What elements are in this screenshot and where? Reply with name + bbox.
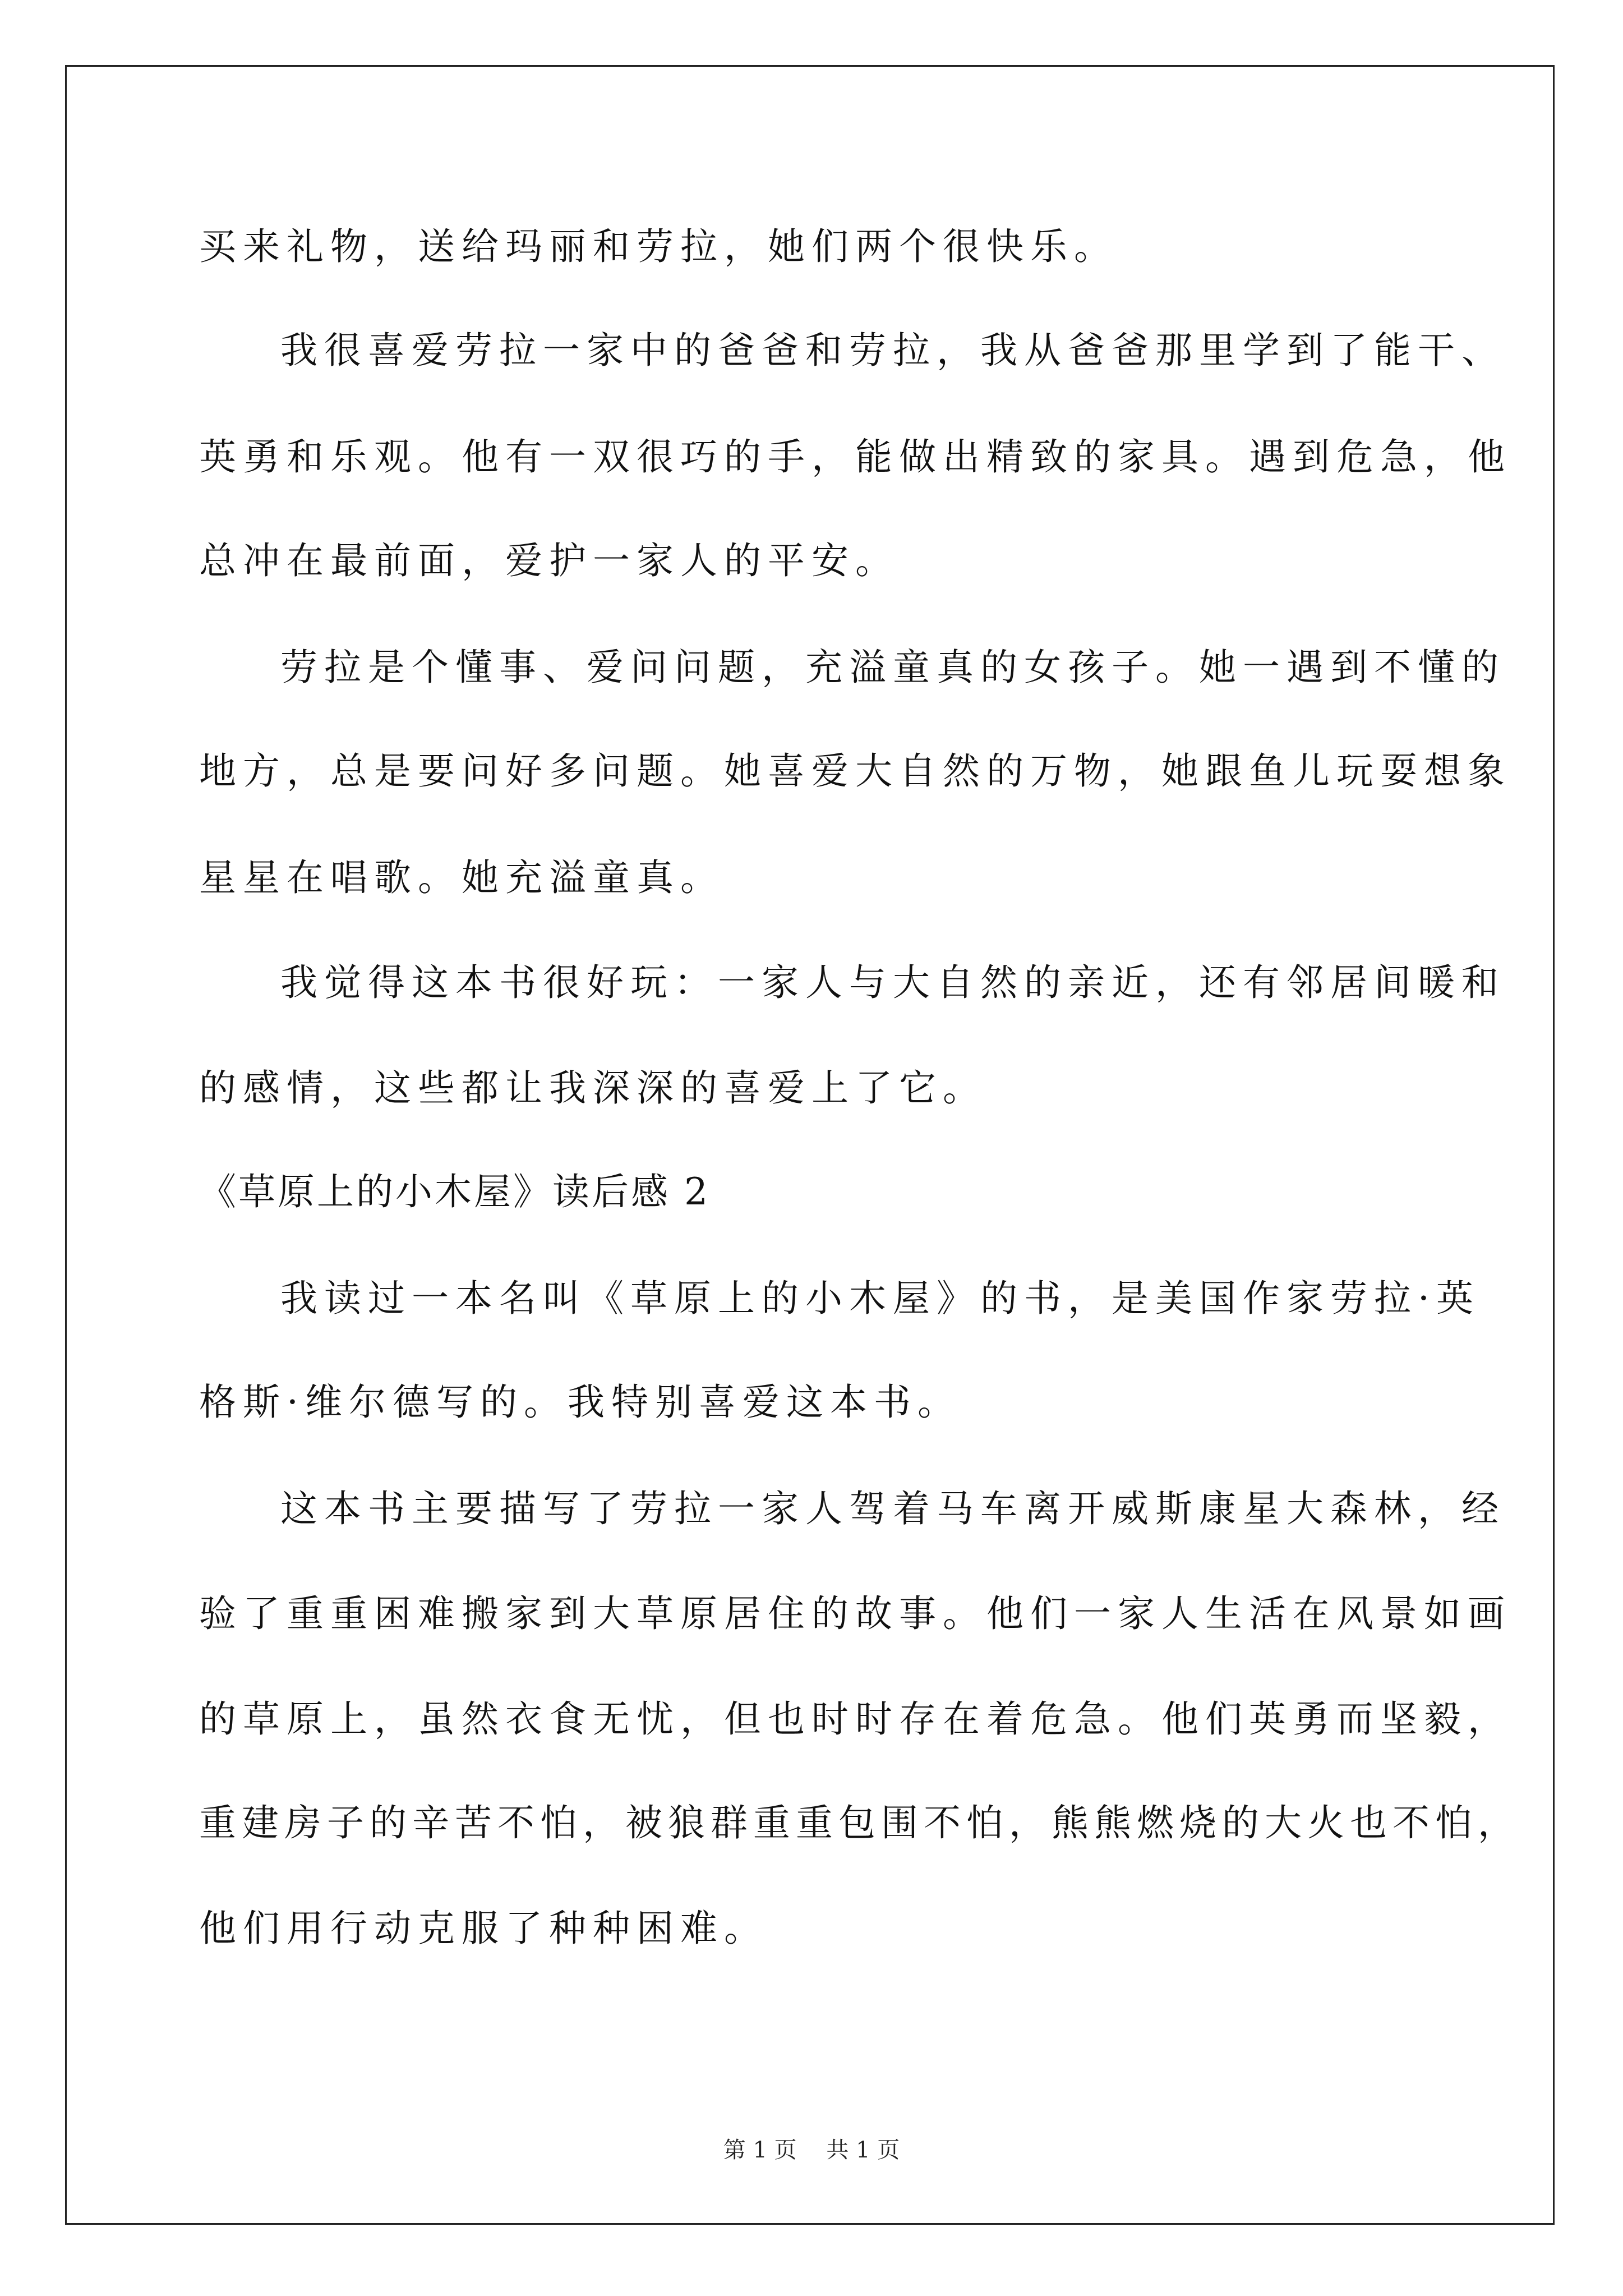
- page-footer: [0, 2136, 1623, 2164]
- body-line: 我读过一本名叫《草原上的小木屋》的书，是美国作家劳拉·英: [280, 1277, 1480, 1320]
- body-line: 星星在唱歌。她充溢童真。: [199, 856, 724, 899]
- body-line: 这本书主要描写了劳拉一家人驾着马车离开威斯康星大森林，经: [280, 1487, 1505, 1530]
- body-line: 英勇和乐观。他有一双很巧的手，能做出精致的家具。遇到危急，他: [199, 435, 1511, 478]
- body-line: 验了重重困难搬家到大草原居住的故事。他们一家人生活在风景如画: [199, 1592, 1511, 1635]
- body-line: 地方，总是要问好多问题。她喜爱大自然的万物，她跟鱼儿玩耍想象: [199, 749, 1511, 793]
- body-line: 格斯·维尔德写的。我特别喜爱这本书。: [199, 1381, 961, 1424]
- body-line: 的感情，这些都让我深深的喜爱上了它。: [199, 1066, 986, 1110]
- body-line: 总冲在最前面，爱护一家人的平安。: [199, 539, 899, 582]
- section-heading: 《草原上的小木屋》读后感 2: [199, 1170, 710, 1213]
- page-total: 共 1 页: [826, 2137, 900, 2163]
- body-line: 我很喜爱劳拉一家中的爸爸和劳拉，我从爸爸那里学到了能干、: [280, 329, 1505, 372]
- body-line: 的草原上，虽然衣食无忧，但也时时存在着危急。他们英勇而坚毅，: [199, 1697, 1511, 1741]
- body-line: 买来礼物，送给玛丽和劳拉，她们两个很快乐。: [199, 225, 1118, 268]
- body-line: 他们用行动克服了种种困难。: [199, 1907, 768, 1950]
- body-line: 重建房子的辛苦不怕，被狼群重重包围不怕，熊熊燃烧的大火也不怕，: [199, 1801, 1520, 1844]
- body-line: 我觉得这本书很好玩：一家人与大自然的亲近，还有邻居间暖和: [280, 961, 1505, 1004]
- body-line: 劳拉是个懂事、爱问问题，充溢童真的女孩子。她一遇到不懂的: [280, 646, 1505, 689]
- page-number: 第 1 页: [723, 2137, 797, 2163]
- page-border: [65, 65, 1555, 2225]
